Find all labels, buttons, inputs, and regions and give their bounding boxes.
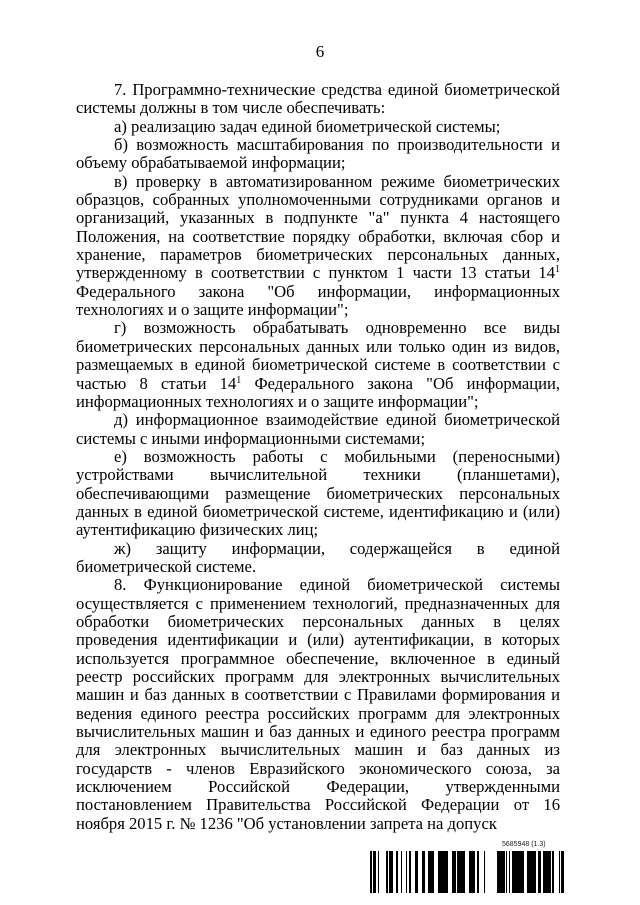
superscript: 1 [555, 264, 560, 276]
list-item-e: е) возможность работы с мобильными (переносными) устройствами вычислительной техники (планшетами), обеспечивающими размещение биометрических персональных данных в единой биометрической системе, идентификацию и (или) аутентификацию физических лиц; [76, 446, 560, 540]
page-number: 6 [315, 42, 325, 61]
list-item-zh: ж) защиту информации, содержащейся в единой биометрической системе. [76, 538, 560, 576]
superscript: 1 [236, 374, 242, 386]
list-item-v: в) проверку в автоматизированном режиме биометрических образцов, собранных уполномоченными сотрудниками органов и организаций, указанных в подпункте "а" пункта 4 настоящего Положения, на соответствие порядку обработки, включая сбор и хранение, параметров биометрических персональных данных, утвержденному в соответствии с пунктом 1 части 13 статьи $14^1$ Федерального закона "Об информации, информационных технологиях и о защите информации"; [76, 171, 560, 320]
paragraph-8: 8. Функционирование единой биометрической системы осуществляется с применением технологий, предназначенных для обработки биометрических персональных данных в целях проведения идентификации и (или) аутентификации, в которых используется программное обеспечение, включенное в единый реестр российских программ для электронных вычислительных машин и баз данных в соответствии с Правилами формирования и ведения единого реестра российских программ для электронных вычислительных машин и баз данных и единого реестра программ для электронных вычислительных машин и баз данных из государств - членов Евразийского экономического союза, за исключением Российской Федерации, утвержденными постановлением Правительства Российской Федерации от 16 ноября 2015 г. № 1236 "Об установлении запрета на допуск [76, 575, 560, 833]
list-item-b: б) возможность масштабирования по производительности и объему обрабатываемой информации; [76, 135, 560, 173]
list-item-d: д) информационное взаимодействие единой биометрической системы с иными информационными системами; [76, 410, 560, 448]
paragraph-7-intro: 7. Программно-технические средства единой биометрической системы должны в том числе обеспечивать: [76, 80, 560, 118]
list-item-a: а) реализацию задач единой биометрической системы; [114, 116, 501, 136]
document-code: 5685948 (1.3) [502, 841, 546, 848]
barcode-image [370, 851, 564, 893]
document-body [76, 81, 560, 833]
list-item-g: г) возможность обрабатывать одновременно все виды биометрических персональных данных или только один из видов, размещаемых в единой биометрической системе в соответствии с частью 8 статьи $14^1$ Федерального закона "Об информации, информационных технологиях и о защите информации"; [76, 318, 560, 411]
